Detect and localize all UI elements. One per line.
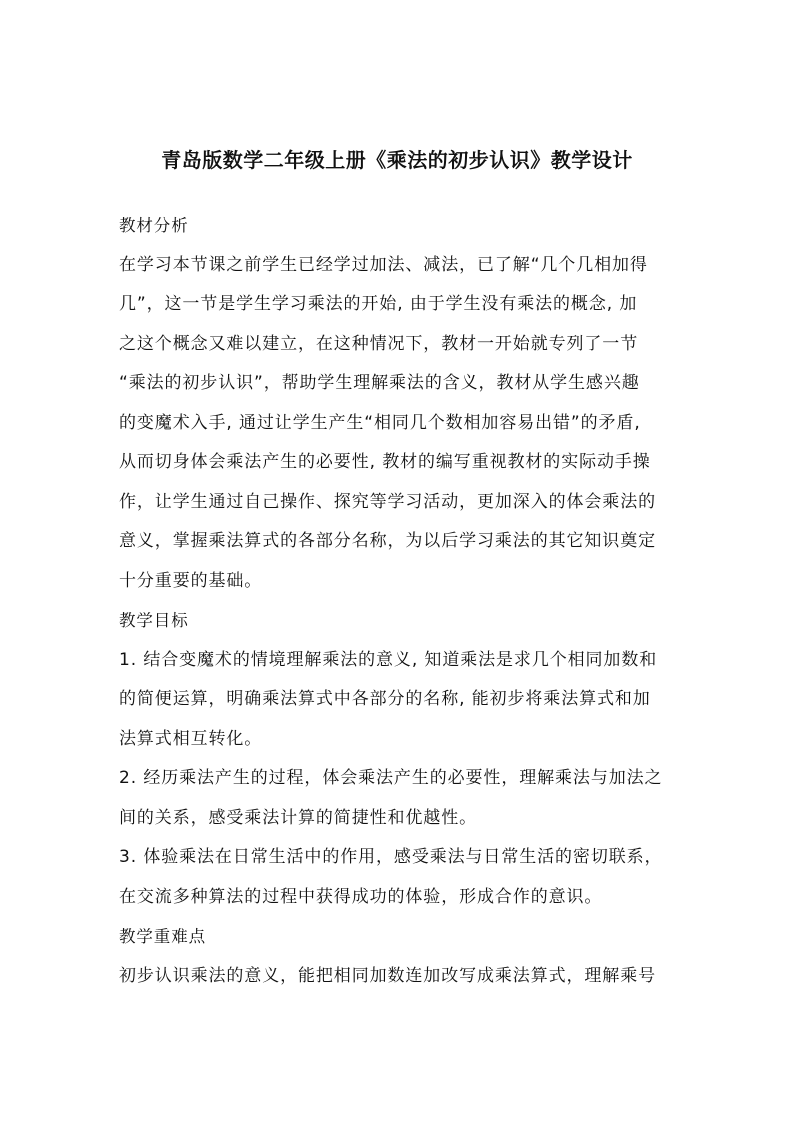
objective-line: 2. 经历乘法产生的过程，体会乘法产生的必要性，理解乘法与加法之	[119, 768, 663, 788]
objective-line: 3. 体验乘法在日常生活中的作用，感受乘法与日常生活的密切联系，	[119, 847, 663, 867]
paragraph-line: 几”，这一节是学生学习乘法的开始, 由于学生没有乘法的概念, 加	[119, 294, 638, 314]
paragraph-line: 在学习本节课之前学生已经学过加法、减法，已了解“几个几相加得	[119, 254, 648, 275]
objective-line: 1. 结合变魔术的情境理解乘法的意义, 知道乘法是求几个相同加数和	[119, 649, 658, 670]
section-heading-materials: 教材分析	[119, 216, 189, 235]
paragraph-line: 十分重要的基础。	[119, 570, 263, 591]
objective-line: 间的关系，感受乘法计算的简捷性和优越性。	[119, 807, 477, 828]
document-body	[119, 206, 679, 996]
objective-line: 在交流多种算法的过程中获得成功的体验，形成合作的意识。	[119, 886, 603, 907]
paragraph-line: 作，让学生通过自己操作、探究等学习活动，更加深入的体会乘法的	[119, 491, 656, 512]
paragraph-line: 意义，掌握乘法算式的各部分名称，为以后学习乘法的其它知识奠定	[119, 531, 656, 551]
paragraph-line: 从而切身体会乘法产生的必要性, 教材的编写重视教材的实际动手操	[119, 452, 651, 472]
objective-line: 的简便运算，明确乘法算式中各部分的名称, 能初步将乘法算式和加	[119, 689, 651, 709]
paragraph-line: 之这个概念又难以建立，在这种情况下，教材一开始就专列了一节	[119, 333, 639, 354]
objective-line: 法算式相互转化。	[119, 728, 263, 749]
section-heading-key-points: 教学重难点	[119, 927, 206, 946]
paragraph-line: 初步认识乘法的意义，能把相同加数连加改写成乘法算式，理解乘号	[119, 965, 656, 986]
document-title: 青岛版数学二年级上册《乘法的初步认识》教学设计	[161, 148, 633, 172]
section-heading-objectives: 教学目标	[119, 611, 189, 630]
paragraph-line: “乘法的初步认识”，帮助学生理解乘法的含义，教材从学生感兴趣	[119, 373, 640, 393]
paragraph-line: 的变魔术入手, 通过让学生产生“相同几个数相加容易出错”的矛盾,	[119, 412, 641, 433]
